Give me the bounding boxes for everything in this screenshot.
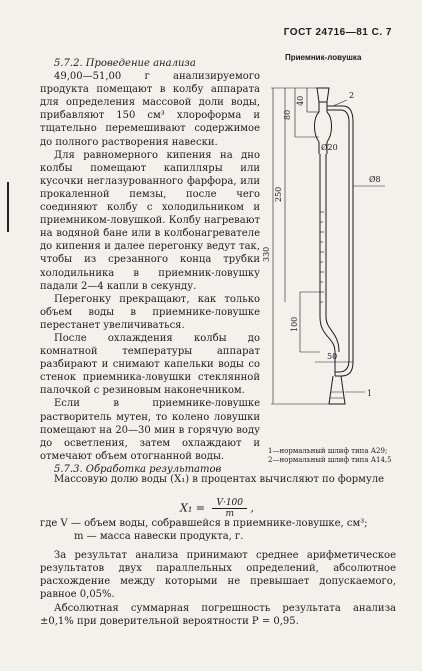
dim-100: 100 <box>290 316 299 332</box>
formula-end: , <box>250 501 255 515</box>
bottom-text <box>40 517 396 628</box>
paragraph-4: После охлаждения колбы до комнатной температуры аппарат разбирают и снимают капельки воды со стенок приемника-ловушки стеклянной палочкой с резиновым наконечником. <box>40 332 260 397</box>
callout-1: 1 <box>367 389 373 398</box>
formula-lhs: X₁ = <box>180 501 205 515</box>
dim-40: 40 <box>296 95 305 106</box>
where-v: где V — объем воды, собравшейся в приемнике-ловушке, см³; <box>40 518 368 529</box>
dia-8: Ø8 <box>369 175 381 184</box>
paragraph-7: Абсолютная суммарная погрешность результата анализа ±0,1% при доверительной вероятности P = 0,95. <box>40 602 396 627</box>
formula-fraction <box>212 498 247 519</box>
dim-330: 330 <box>262 246 271 262</box>
section-title-results: 5.7.3. Обработка результатов <box>54 463 222 475</box>
formula-intro <box>40 473 396 486</box>
section-title-analysis: 5.7.2. Проведение анализа <box>54 58 196 69</box>
figure-caption-2: 2—нормальный шлиф типа А14,5 <box>268 456 392 464</box>
paragraph-2: Для равномерного кипения на дно колбы помещают капилляры или кусочки неглазурованного фарфора, или прокаленной пемзы, после чего соединяют колбу с холодильником и приемником-ловушкой. Колбу нагревают на водяной бане или в колбонагревателе до кипения и далее перегонку ведут так, чтобы из срезанного конца трубки холодильника в приемник-ловушку падали 2—4 капли в секунду. <box>40 149 260 292</box>
margin-mark <box>7 182 9 232</box>
formula <box>180 498 254 519</box>
left-column <box>40 57 260 476</box>
formula-intro-text: Массовую долю воды (X₁) в процентах вычисляют по формуле <box>54 474 385 485</box>
figure-title: Приемник-ловушка <box>285 53 362 62</box>
dia-20: Ø20 <box>321 143 338 152</box>
page-header: ГОСТ 24716—81 С. 7 <box>283 27 392 38</box>
formula-numerator: V·100 <box>212 498 247 509</box>
paragraph-3: Перегонку прекращают, как только объем воды в приемнике-ловушке перестанет увеличиваться. <box>40 293 260 331</box>
dim-250: 250 <box>274 186 283 202</box>
formula-denominator: m <box>225 509 235 519</box>
figure-caption-1: 1—нормальный шлиф типа А29; <box>268 447 388 455</box>
where-m: m — масса навески продукта, г. <box>74 531 244 543</box>
dim-50: 50 <box>327 352 338 361</box>
paragraph-1: 49,00—51,00 г анализируемого продукта помещают в колбу аппарата для определения массовой доли воды, прибавляют 150 см³ хлороформа и тщательно перемешивают содержимое до полного растворения навески. <box>40 71 260 148</box>
paragraph-5: Если в приемнике-ловушке растворитель мутен, то колено ловушки помещают на 20—30 мин в горячую воду до осветления, затем охлаждают и отмечают объем отогнанной воды. <box>40 398 260 462</box>
dim-80: 80 <box>283 109 292 120</box>
callout-2: 2 <box>349 91 355 100</box>
trap-receiver-drawing <box>255 62 405 442</box>
paragraph-6: За результат анализа принимают среднее арифметическое результатов двух параллельных определений, абсолютное расхождение между которыми не превышает допускаемого, равное 0,05%. <box>40 550 396 601</box>
